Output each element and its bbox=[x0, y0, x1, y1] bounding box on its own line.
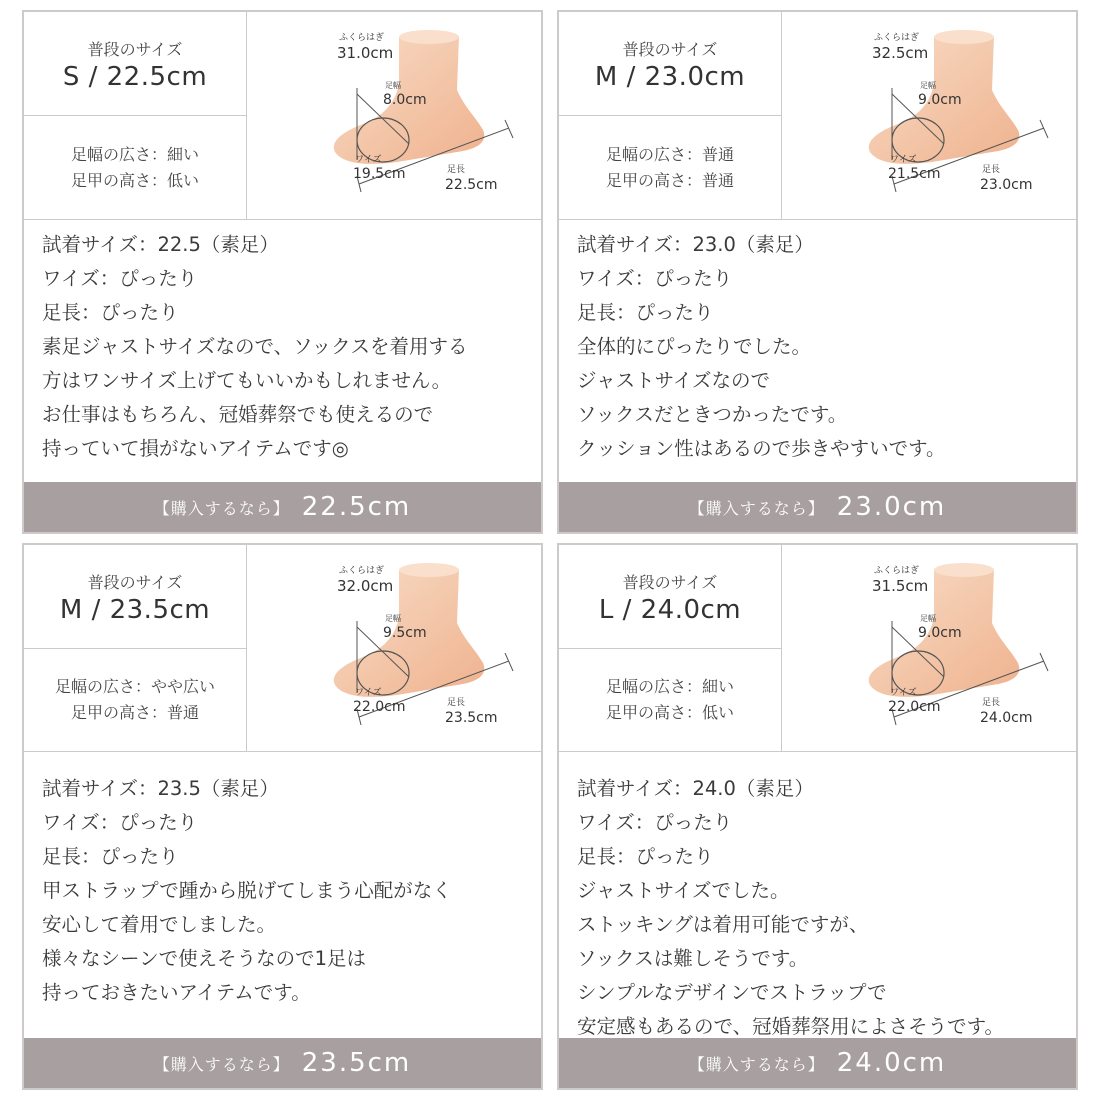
recommended-size-label: 【購入するなら】 bbox=[153, 498, 290, 518]
review-line: ジャストサイズなので bbox=[577, 369, 771, 392]
review-line: 持っておきたいアイテムです。 bbox=[42, 981, 311, 1004]
calf-label: ふくらはぎ bbox=[339, 566, 385, 576]
review-text bbox=[577, 772, 1066, 1044]
wise-label: ワイズ bbox=[355, 155, 382, 165]
instep-height-text: 足甲の高さ：低い bbox=[70, 170, 199, 190]
review-line: クッション性はあるので歩きやすいです。 bbox=[577, 437, 946, 460]
foot-shape-box bbox=[559, 649, 781, 751]
review-line: 足長：ぴったり bbox=[577, 845, 714, 868]
size-review-card bbox=[22, 10, 543, 534]
foot-icon bbox=[782, 12, 1078, 218]
footwidth-value: 9.0cm bbox=[918, 92, 962, 108]
foot-measurement-diagram bbox=[247, 12, 541, 219]
usual-size-box bbox=[24, 545, 246, 649]
length-label: 足長 bbox=[982, 698, 1001, 708]
recommended-size-bar bbox=[559, 482, 1076, 532]
review-line: ワイズ：ぴったり bbox=[577, 267, 733, 290]
foot-icon bbox=[247, 12, 543, 218]
footwidth-value: 8.0cm bbox=[383, 92, 427, 108]
calf-value: 31.0cm bbox=[337, 44, 394, 62]
footwidth-value: 9.0cm bbox=[918, 625, 962, 641]
foot-shape-box bbox=[24, 116, 246, 219]
length-value: 23.5cm bbox=[445, 710, 498, 726]
foot-shape-lines bbox=[559, 674, 781, 726]
card-header bbox=[24, 12, 541, 220]
review-line: 安定感もあるので、冠婚葬祭用によさそうです。 bbox=[577, 1015, 1005, 1038]
recommended-size-value: 22.5cm bbox=[301, 492, 412, 522]
instep-height-text: 足甲の高さ：低い bbox=[605, 703, 734, 722]
recommended-size-label: 【購入するなら】 bbox=[688, 1054, 825, 1074]
leg-top-ellipse bbox=[399, 563, 459, 577]
usual-size-value: M / 23.5cm bbox=[59, 595, 211, 625]
review-text bbox=[42, 228, 531, 466]
usual-size-value: M / 23.0cm bbox=[594, 62, 746, 92]
usual-size-label: 普段のサイズ bbox=[87, 40, 183, 59]
foot-measurement-diagram bbox=[247, 545, 541, 751]
foot-width-text: 足幅の広さ：普通 bbox=[605, 144, 734, 164]
review-line: 様々なシーンで使えそうなので1足は bbox=[42, 947, 367, 970]
leg-top-ellipse bbox=[934, 30, 994, 44]
footwidth-label: 足幅 bbox=[385, 81, 401, 90]
length-value: 22.5cm bbox=[445, 177, 498, 193]
wise-value: 22.0cm bbox=[353, 699, 406, 715]
size-info-column bbox=[559, 545, 782, 751]
wise-label: ワイズ bbox=[890, 155, 917, 165]
foot-width-text: 足幅の広さ：細い bbox=[70, 144, 199, 164]
size-info-column bbox=[24, 545, 247, 751]
usual-size-box bbox=[24, 12, 246, 116]
foot-shape-lines bbox=[24, 142, 246, 194]
wise-label: ワイズ bbox=[890, 688, 917, 698]
recommended-size-label: 【購入するなら】 bbox=[688, 498, 825, 518]
review-line: ストッキングは着用可能ですが、 bbox=[577, 913, 869, 936]
size-review-card bbox=[557, 543, 1078, 1090]
instep-height-text: 足甲の高さ：普通 bbox=[70, 703, 199, 722]
usual-size-label: 普段のサイズ bbox=[622, 573, 718, 592]
review-line: ソックスだときつかったです。 bbox=[577, 403, 848, 426]
card-header bbox=[559, 545, 1076, 752]
size-info-column bbox=[559, 12, 782, 219]
recommended-size-value: 24.0cm bbox=[836, 1048, 947, 1078]
review-line: 安心して着用でしました。 bbox=[42, 913, 277, 936]
footwidth-label: 足幅 bbox=[920, 614, 936, 623]
review-line: 素足ジャストサイズなので、ソックスを着用する bbox=[42, 335, 468, 358]
review-line: ジャストサイズでした。 bbox=[577, 879, 790, 902]
size-review-card bbox=[22, 543, 543, 1090]
calf-value: 32.0cm bbox=[337, 577, 394, 595]
usual-size-value: S / 22.5cm bbox=[62, 62, 208, 92]
review-line: ソックスは難しそうです。 bbox=[577, 947, 809, 970]
review-line: 試着サイズ：24.0（素足） bbox=[577, 777, 814, 800]
wise-label: ワイズ bbox=[355, 688, 382, 698]
review-line: 試着サイズ：23.0（素足） bbox=[577, 233, 814, 256]
foot-width-text: 足幅の広さ：細い bbox=[605, 677, 734, 696]
calf-value: 31.5cm bbox=[872, 577, 929, 595]
review-line: 方はワンサイズ上げてもいいかもしれません。 bbox=[42, 369, 452, 392]
foot-shape-box bbox=[559, 116, 781, 219]
size-info-column bbox=[24, 12, 247, 219]
usual-size-box bbox=[559, 545, 781, 649]
calf-label: ふくらはぎ bbox=[874, 33, 920, 43]
foot-shape-lines bbox=[24, 674, 246, 726]
recommended-size-value: 23.0cm bbox=[836, 492, 947, 522]
wise-value: 19.5cm bbox=[353, 166, 406, 182]
foot-width-text: 足幅の広さ：やや広い bbox=[54, 677, 215, 696]
usual-size-label: 普段のサイズ bbox=[87, 573, 183, 592]
leg-top-ellipse bbox=[934, 563, 994, 577]
foot-shape-box bbox=[24, 649, 246, 751]
review-line: 甲ストラップで踵から脱げてしまう心配がなく bbox=[42, 879, 452, 902]
review-line: ワイズ：ぴったり bbox=[42, 267, 198, 290]
footwidth-label: 足幅 bbox=[385, 614, 401, 623]
foot-icon bbox=[782, 545, 1078, 751]
length-label: 足長 bbox=[447, 165, 466, 175]
calf-value: 32.5cm bbox=[872, 44, 929, 62]
length-label: 足長 bbox=[447, 698, 466, 708]
foot-measurement-diagram bbox=[782, 12, 1076, 219]
wise-value: 22.0cm bbox=[888, 699, 941, 715]
footwidth-label: 足幅 bbox=[920, 81, 936, 90]
calf-label: ふくらはぎ bbox=[874, 566, 920, 576]
review-line: ワイズ：ぴったり bbox=[42, 811, 198, 834]
review-text bbox=[42, 772, 531, 1010]
review-line: シンプルなデザインでストラップで bbox=[577, 981, 887, 1004]
foot-measurement-diagram bbox=[782, 545, 1076, 751]
usual-size-label: 普段のサイズ bbox=[622, 40, 718, 59]
recommended-size-bar bbox=[559, 1038, 1076, 1088]
review-line: 足長：ぴったり bbox=[577, 301, 714, 324]
review-line: 全体的にぴったりでした。 bbox=[577, 335, 812, 358]
wise-value: 21.5cm bbox=[888, 166, 941, 182]
length-value: 24.0cm bbox=[980, 710, 1033, 726]
usual-size-box bbox=[559, 12, 781, 116]
calf-label: ふくらはぎ bbox=[339, 33, 385, 43]
footwidth-value: 9.5cm bbox=[383, 625, 427, 641]
foot-shape-lines bbox=[559, 142, 781, 194]
recommended-size-value: 23.5cm bbox=[301, 1048, 412, 1078]
recommended-size-label: 【購入するなら】 bbox=[153, 1054, 290, 1074]
review-line: 足長：ぴったり bbox=[42, 845, 179, 868]
review-line: 試着サイズ：23.5（素足） bbox=[42, 777, 279, 800]
review-line: 持っていて損がないアイテムです◎ bbox=[42, 437, 349, 460]
length-value: 23.0cm bbox=[980, 177, 1033, 193]
leg-top-ellipse bbox=[399, 30, 459, 44]
card-header bbox=[559, 12, 1076, 220]
review-line: 足長：ぴったり bbox=[42, 301, 179, 324]
card-header bbox=[24, 545, 541, 752]
recommended-size-bar bbox=[24, 482, 541, 532]
foot-icon bbox=[247, 545, 543, 751]
instep-height-text: 足甲の高さ：普通 bbox=[605, 170, 734, 190]
size-review-card bbox=[557, 10, 1078, 534]
review-line: ワイズ：ぴったり bbox=[577, 811, 733, 834]
review-text bbox=[577, 228, 1066, 466]
recommended-size-bar bbox=[24, 1038, 541, 1088]
review-line: 試着サイズ：22.5（素足） bbox=[42, 233, 279, 256]
length-label: 足長 bbox=[982, 165, 1001, 175]
review-line: お仕事はもちろん、冠婚葬祭でも使えるので bbox=[42, 403, 434, 426]
usual-size-value: L / 24.0cm bbox=[598, 595, 742, 625]
